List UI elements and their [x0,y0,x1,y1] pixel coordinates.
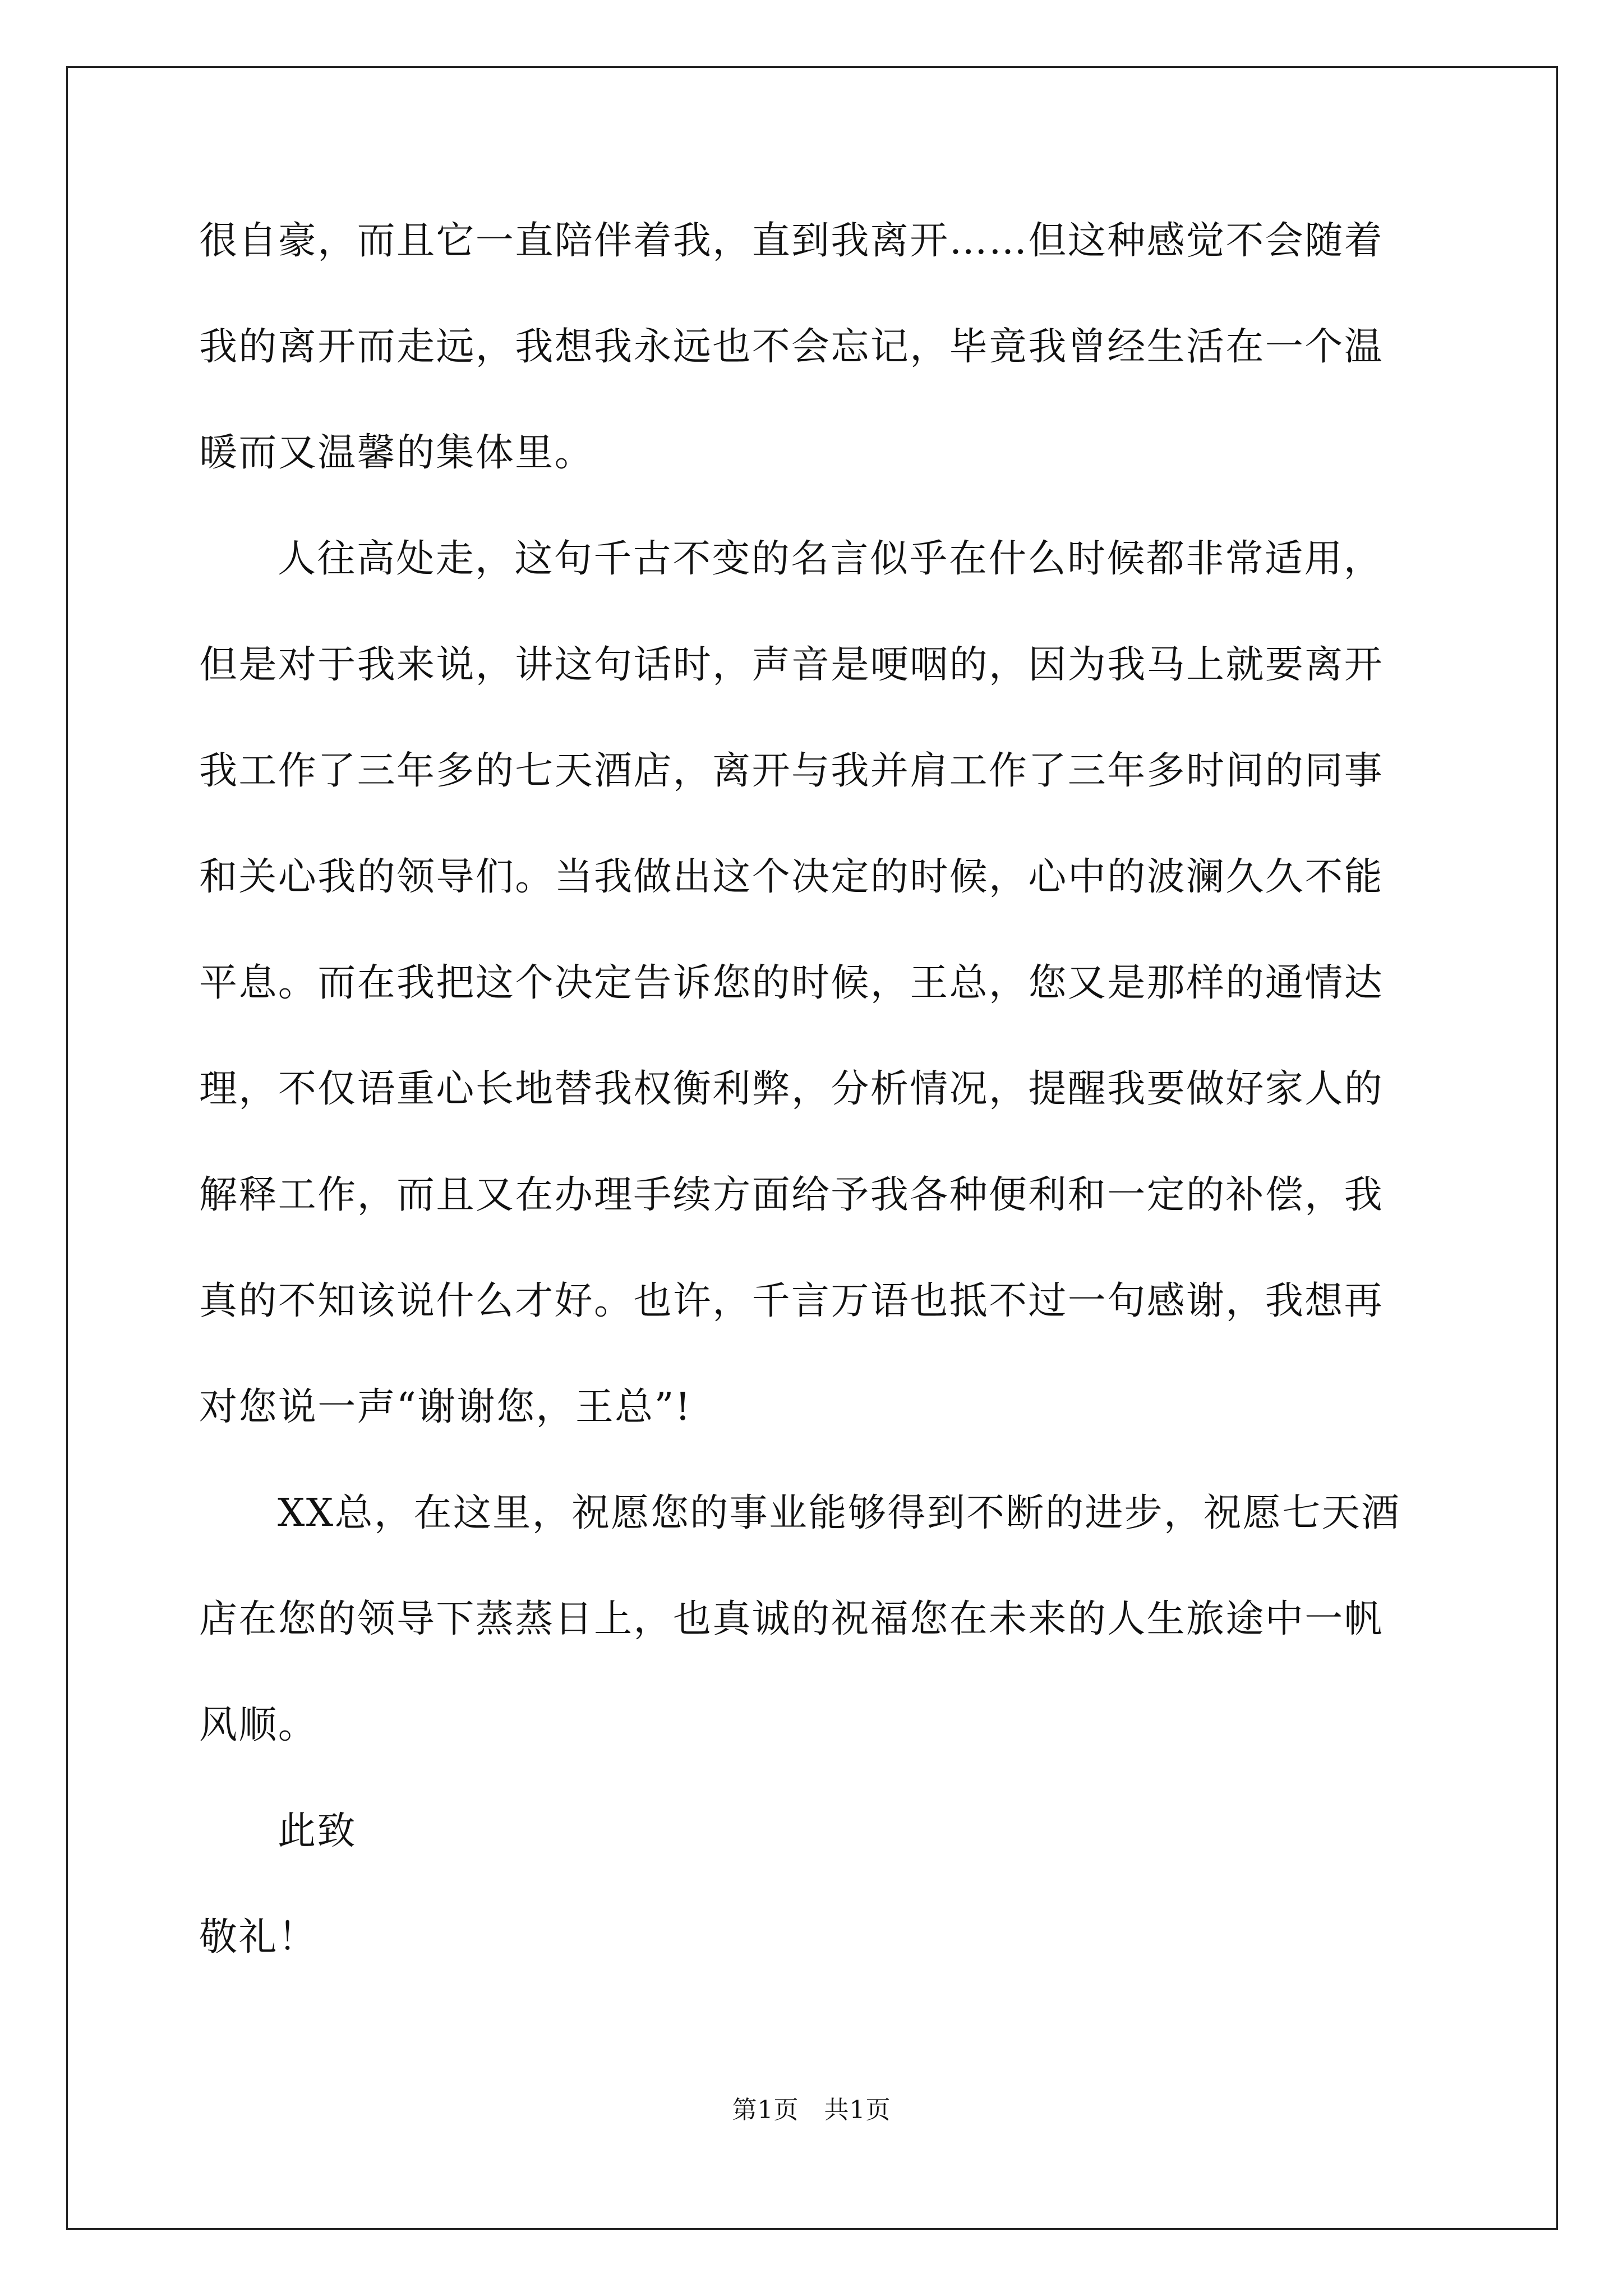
closing-phrase: 此致 [278,1809,357,1853]
text-line: 很自豪，而且它一直陪伴着我，直到我离开……但这种感觉不会随着 [199,219,1384,263]
text-line: 但是对于我来说，讲这句话时，声音是哽咽的，因为我马上就要离开 [199,643,1384,687]
text-line: 解释工作，而且又在办理手续方面给予我各种便利和一定的补偿，我 [199,1173,1384,1217]
salutation: 敬礼！ [199,1915,318,1959]
text-line: 我的离开而走远，我想我永远也不会忘记，毕竟我曾经生活在一个温 [199,325,1384,369]
text-line: 风顺。 [199,1703,318,1747]
text-line: 我工作了三年多的七天酒店，离开与我并肩工作了三年多时间的同事 [199,749,1384,793]
text-line: 理，不仅语重心长地替我权衡利弊，分析情况，提醒我要做好家人的 [199,1067,1384,1111]
text-line: 和关心我的领导们。当我做出这个决定的时候，心中的波澜久久不能 [199,855,1384,899]
text-line: 对您说一声“谢谢您，王总”! [199,1385,692,1429]
letter-body [199,213,1433,2016]
text-line: 暖而又温馨的集体里。 [199,431,594,475]
page-footer: 第1页 共1页 [732,2096,891,2124]
text-line: 平息。而在我把这个决定告诉您的时候，王总，您又是那样的通情达 [199,961,1384,1005]
text-line: 人往高处走，这句千古不变的名言似乎在什么时候都非常适用， [278,537,1384,581]
text-line: XX总，在这里，祝愿您的事业能够得到不断的进步，祝愿七天酒 [278,1491,1401,1535]
text-line: 真的不知该说什么才好。也许，千言万语也抵不过一句感谢，我想再 [199,1279,1384,1323]
text-line: 店在您的领导下蒸蒸日上，也真诚的祝福您在未来的人生旅途中一帆 [199,1597,1384,1641]
